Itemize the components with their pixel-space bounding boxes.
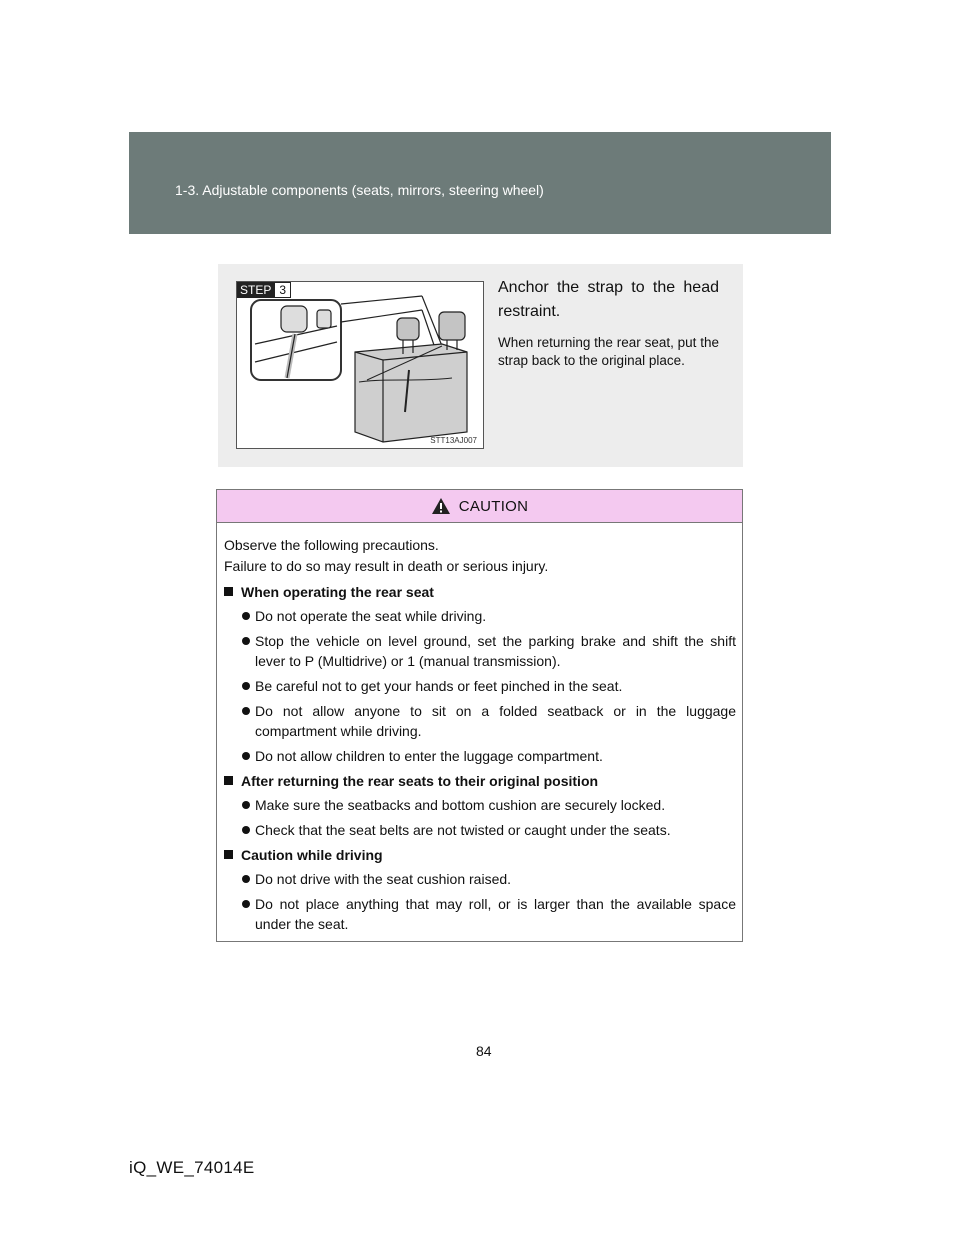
section-header-bar [129, 132, 831, 234]
round-bullet-icon [242, 875, 250, 883]
round-bullet-icon [242, 826, 250, 834]
list-item-text: Do not allow children to enter the luggage compartment. [255, 748, 603, 764]
round-bullet-icon [242, 682, 250, 690]
square-bullet-icon [224, 776, 233, 785]
strap-illustration [236, 281, 484, 449]
list-item-text: Be careful not to get your hands or feet pinched in the seat. [255, 678, 623, 694]
caution-intro-line: Observe the following precautions. [224, 537, 439, 553]
step-instruction: Anchor the strap to the head restraint. [498, 279, 719, 320]
list-item [224, 869, 736, 889]
caution-section-rear-seat [224, 582, 736, 766]
round-bullet-icon [242, 707, 250, 715]
illustration-code: STT13AJ007 [430, 436, 477, 445]
list-item-text: Check that the seat belts are not twisted or caught under the seats. [255, 822, 671, 838]
step-panel [218, 264, 743, 467]
section-title-row [224, 582, 736, 602]
list-item-text: Do not drive with the seat cushion raised. [255, 871, 512, 887]
list-item-text: Make sure the seatbacks and bottom cushion are securely locked. [255, 797, 666, 813]
list-item [224, 820, 736, 840]
caution-section-after-returning [224, 771, 736, 840]
list-item [224, 676, 736, 696]
step-note: When returning the rear seat, put the strap back to the original place. [498, 335, 719, 368]
round-bullet-icon [242, 801, 250, 809]
list-item-text: Do not place anything that may roll, or is larger than the available space under the seat. [255, 896, 736, 932]
caution-section-while-driving [224, 845, 736, 934]
step-badge-word: STEP [237, 282, 274, 298]
section-title: 1-3. Adjustable components (seats, mirrors, steering wheel) [175, 182, 544, 198]
section-heading: After returning the rear seats to their original position [241, 773, 599, 789]
caution-box [216, 489, 743, 942]
caution-body [217, 523, 742, 934]
list-item [224, 701, 736, 741]
round-bullet-icon [242, 900, 250, 908]
round-bullet-icon [242, 752, 250, 760]
list-item-text: Stop the vehicle on level ground, set the parking brake and shift the shift lever to P (Multidrive) or 1 (manual transmission). [255, 633, 736, 669]
section-title-row [224, 845, 736, 865]
caution-intro [224, 535, 736, 577]
caution-header [217, 490, 742, 523]
square-bullet-icon [224, 587, 233, 596]
page-number: 84 [476, 1043, 492, 1059]
section-title-row [224, 771, 736, 791]
step-badge-number: 3 [274, 282, 291, 298]
list-item [224, 795, 736, 815]
warning-triangle-icon [431, 497, 451, 515]
square-bullet-icon [224, 850, 233, 859]
list-item-text: Do not allow anyone to sit on a folded seatback or in the luggage compartment while driving. [255, 703, 736, 739]
seat-strap-drawing [237, 282, 483, 448]
round-bullet-icon [242, 637, 250, 645]
caution-intro-line: Failure to do so may result in death or serious injury. [224, 558, 549, 574]
section-heading: Caution while driving [241, 847, 383, 863]
list-item [224, 746, 736, 766]
section-heading: When operating the rear seat [241, 584, 434, 600]
list-item-text: Do not operate the seat while driving. [255, 608, 487, 624]
list-item [224, 631, 736, 671]
caution-heading: CAUTION [458, 497, 529, 515]
list-item [224, 894, 736, 934]
step-text [498, 276, 719, 370]
document-code: iQ_WE_74014E [129, 1158, 255, 1177]
round-bullet-icon [242, 612, 250, 620]
list-item [224, 606, 736, 626]
